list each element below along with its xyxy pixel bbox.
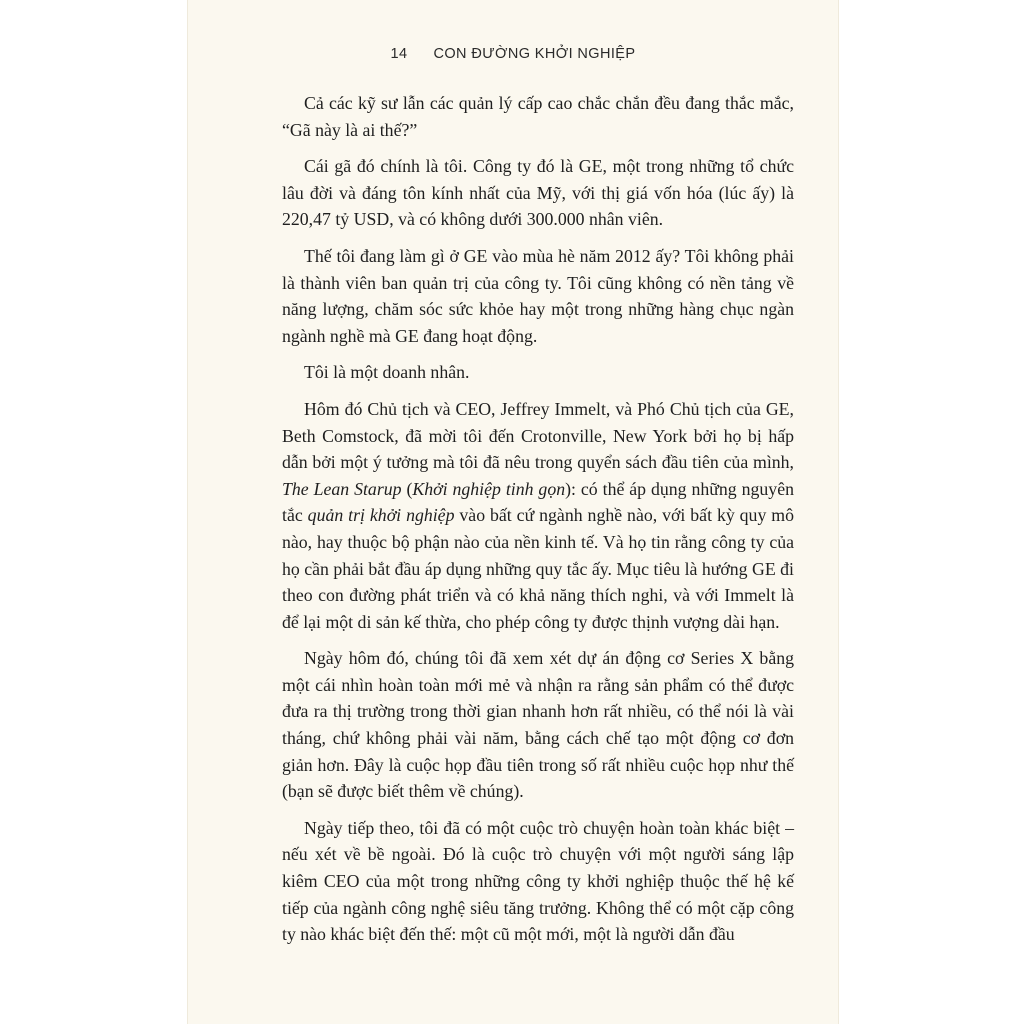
book-title-vi: Khởi nghiệp tinh gọn bbox=[412, 478, 566, 499]
running-header bbox=[188, 46, 838, 62]
book-page bbox=[188, 0, 838, 1024]
paragraph: Ngày hôm đó, chúng tôi đã xem xét dự án động cơ Series X bằng một cái nhìn hoàn toàn mới mẻ và nhận ra rằng sản phẩm có thể được đưa ra thị trường trong thời gian nhanh hơn rất nhiều, có thể nói là vài tháng, chứ không phải vài năm, bằng cách chế tạo một động cơ đơn giản hơn. Đây là cuộc họp đầu tiên trong số rất nhiều cuộc họp như thế (bạn sẽ được biết thêm về chúng). bbox=[282, 648, 794, 802]
paragraph-text: ): có thể áp dụng những nguyên tắc bbox=[282, 478, 794, 526]
emphasized-term: quản trị khởi nghiệp bbox=[307, 505, 455, 526]
running-title: CON ĐƯỜNG KHỞI NGHIỆP bbox=[433, 46, 636, 62]
paragraph: Thế tôi đang làm gì ở GE vào mùa hè năm 2012 ấy? Tôi không phải là thành viên ban quản trị của công ty. Tôi cũng không có nền tảng về năng lượng, chăm sóc sức khỏe hay một trong những hàng chục ngàn ngành nghề mà GE đang hoạt động. bbox=[282, 245, 794, 346]
paragraph: Tôi là một doanh nhân. bbox=[304, 362, 470, 383]
page-number: 14 bbox=[390, 46, 408, 62]
paragraph: Cái gã đó chính là tôi. Công ty đó là GE, một trong những tổ chức lâu đời và đáng tôn kính nhất của Mỹ, với thị giá vốn hóa (lúc ấy) là 220,47 tỷ USD, và có không dưới 300.000 nhân viên. bbox=[282, 156, 794, 230]
page-body bbox=[282, 90, 794, 958]
paragraph: Cả các kỹ sư lẫn các quản lý cấp cao chắc chắn đều đang thắc mắc, “Gã này là ai thế?” bbox=[282, 93, 794, 140]
paragraph bbox=[282, 396, 794, 635]
paragraph-text: ( bbox=[401, 478, 413, 499]
paragraph: Ngày tiếp theo, tôi đã có một cuộc trò chuyện hoàn toàn khác biệt – nếu xét về bề ngoài. Đó là cuộc trò chuyện với một người sáng lập kiêm CEO của một trong những công ty khởi nghiệp thuộc thế hệ kế tiếp của ngành công nghệ siêu tăng trưởng. Không thể có một cặp công ty nào khác biệt đến thế: một cũ một mới, một là người dẫn đầu bbox=[282, 817, 794, 945]
paragraph-text: Hôm đó Chủ tịch và CEO, Jeffrey Immelt, và Phó Chủ tịch của GE, Beth Comstock, đã mời tôi đến Crotonville, New York bởi họ bị hấp dẫn bởi một ý tưởng mà tôi đã nêu trong quyển sách đầu tiên của mình, bbox=[282, 398, 794, 473]
paragraph-text: vào bất cứ ngành nghề nào, với bất kỳ quy mô nào, hay thuộc bộ phận nào của nền kinh tế. Và họ tin rằng công ty của họ cần phải bắt đầu áp dụng những quy tắc ấy. Mục tiêu là hướng GE đi theo con đường phát triển và có khả năng thích nghi, và với Immelt là để lại một di sản kế thừa, cho phép công ty được thịnh vượng dài hạn. bbox=[282, 505, 795, 632]
book-title: The Lean Starup bbox=[282, 478, 402, 499]
